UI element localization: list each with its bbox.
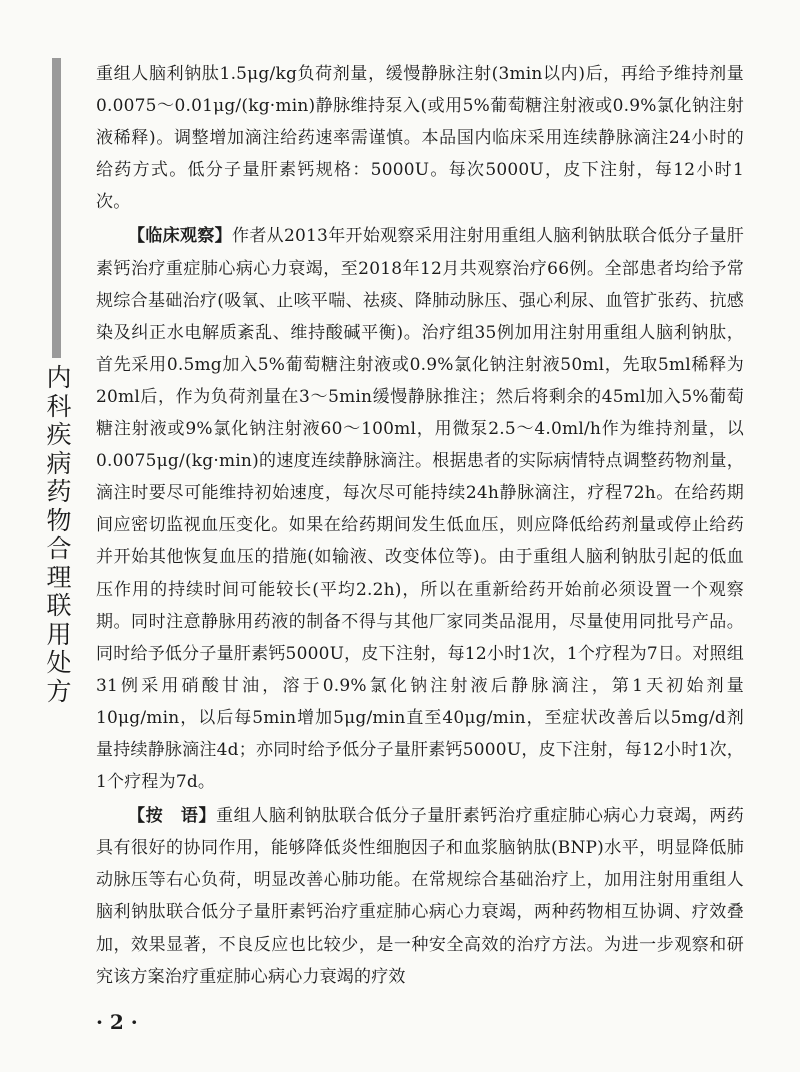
paragraph-clinical — [96, 220, 744, 798]
clinical-heading: 【临床观察】 — [128, 226, 232, 247]
side-bar-decoration — [52, 58, 61, 358]
page-body — [96, 58, 744, 993]
clinical-text: 作者从2013年开始观察采用注射用重组人脑利钠肽联合低分子量肝素钙治疗重症肺心病心力衰竭，至2018年12月共观察治疗66例。全部患者均给予常规综合基础治疗(吸氧、止咳平喘、祛痰、降肺动脉压、强心利尿、血管扩张药、抗感染及纠正水电解质紊乱、维持酸碱平衡)。治疗组35例加用注射用重组人脑利钠肽，首先采用0.5mg加入5%葡萄糖注射液或0.9%氯化钠注射液50ml，先取5ml稀释为20ml后，作为负荷剂量在3～5min缓慢静脉推注；然后将剩余的45ml加入5%葡萄糖注射液或9%氯化钠注射液60～100ml，用微泵2.5～4.0ml/h作为维持剂量，以0.0075μg/(kg·min)的速度连续静脉滴注。根据患者的实际病情特点调整药物剂量，滴注时要尽可能维持初始速度，每次尽可能持续24h静脉滴注，疗程72h。在给药期间应密切监视血压变化。如果在给药期间发生低血压，则应降低给药剂量或停止给药并开始其他恢复血压的措施(如输液、改变体位等)。由于重组人脑利钠肽引起的低血压作用的持续时间可能较长(平均2.2h)，所以在重新给药开始前必须设置一个观察期。同时注意静脉用药液的制备不得与其他厂家同类品混用，尽量使用同批号产品。同时给予低分子量肝素钙5000U，皮下注射，每12小时1次，1个疗程为7日。对照组31例采用硝酸甘油，溶于0.9%氯化钠注射液后静脉滴注，第1天初始剂量10μg/min，以后每5min增加5μg/min直至40μg/min，至症状改善后以5mg/d剂量持续静脉滴注4d；亦同时给予低分子量肝素钙5000U，皮下注射，每12小时1次，1个疗程为7d。 — [96, 226, 745, 793]
side-chapter-title: 内科疾病药物合理联用处方 — [46, 363, 72, 706]
note-text: 重组人脑利钠肽联合低分子量肝素钙治疗重症肺心病心力衰竭，两药具有很好的协同作用，能够降低炎性细胞因子和血浆脑钠肽(BNP)水平，明显降低肺动脉压等右心负荷，明显改善心肺功能。在常规综合基础治疗上，加用注射用重组人脑利钠肽联合低分子量肝素钙治疗重症肺心病心力衰竭，两种药物相互协调、疗效叠加，效果显著，不良反应也比较少，是一种安全高效的治疗方法。为进一步观察和研究该方案治疗重症肺心病心力衰竭的疗效 — [96, 806, 745, 987]
paragraph-note — [96, 800, 744, 993]
page-number: · 2 · — [96, 1010, 138, 1034]
paragraph-dosage: 重组人脑利钠肽1.5μg/kg负荷剂量，缓慢静脉注射(3min以内)后，再给予维持剂量0.0075～0.01μg/(kg·min)静脉维持泵入(或用5%葡萄糖注射液或0.9%氯化钠注射液稀释)。调整增加滴注给药速率需谨慎。本品国内临床采用连续静脉滴注24小时的给药方式。低分子量肝素钙规格：5000U。每次5000U，皮下注射，每12小时1次。 — [96, 64, 744, 213]
note-heading: 【按 语】 — [128, 806, 217, 827]
